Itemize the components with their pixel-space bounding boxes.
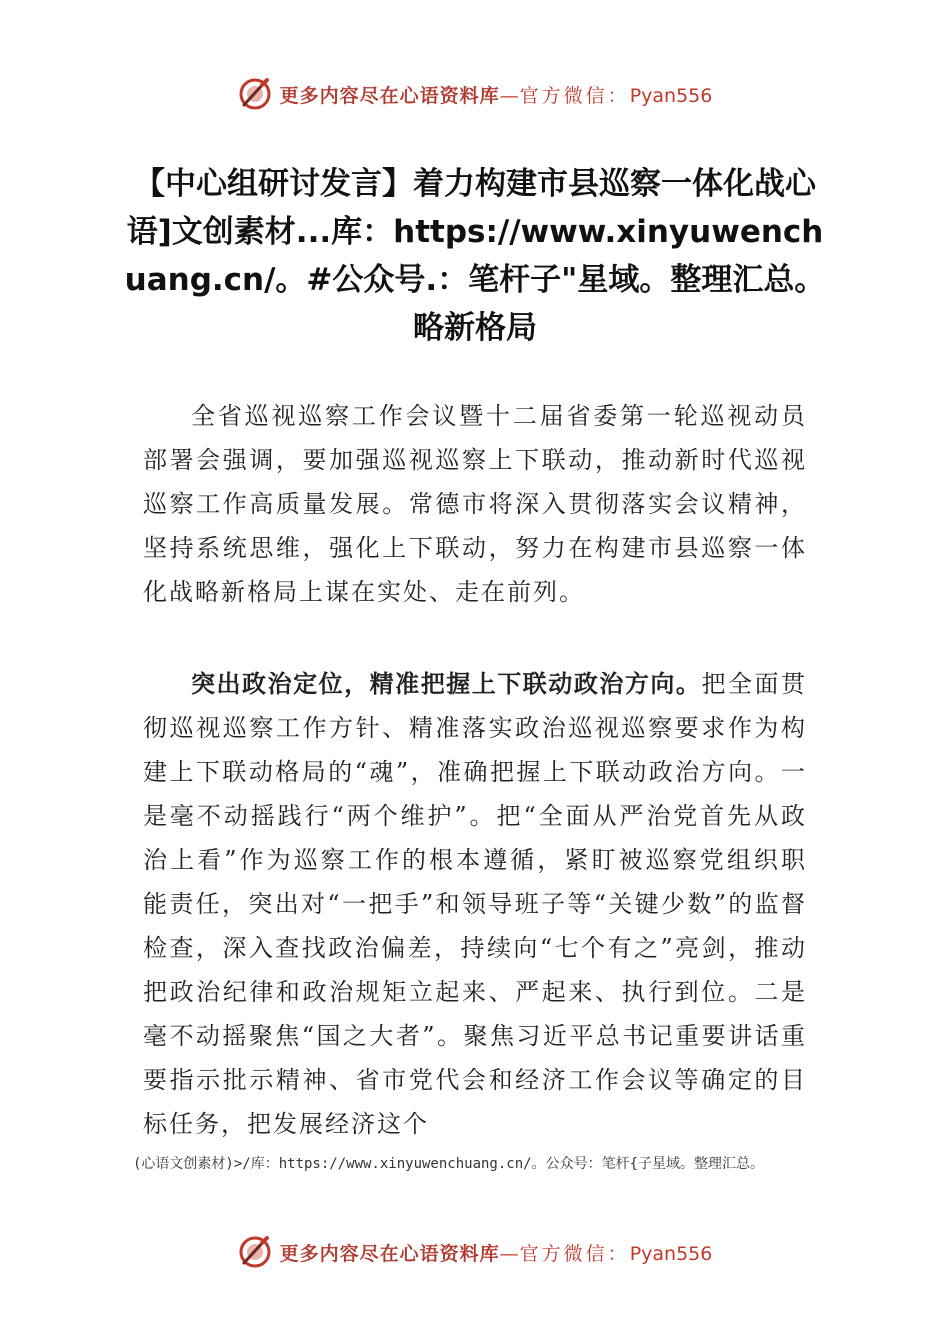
banner-label: 更多内容尽在心语资料库 <box>279 1242 500 1265</box>
banner-dash: — <box>499 84 520 107</box>
banner-dash: — <box>499 1242 520 1265</box>
banner-label: 更多内容尽在心语资料库 <box>279 84 500 107</box>
paragraph-body: 把全面贯彻巡视巡察工作方针、精准落实政治巡视巡察要求作为构建上下联动格局的“魂”，准确把握上下联动政治方向。一是毫不动摇践行“两个维护”。把“全面从严治党首先从政治上看”作为巡察工作的根本遵循，紧盯被巡察党组织职能责任，突出对“一把手”和领导班子等“关键少数”的监督检查，深入查找政治偏差，持续向“七个有之”亮剑，推动把政治纪律和政治规矩立起来、严起来、执行到位。二是毫不动摇聚焦“国之大者”。聚焦习近平总书记重要讲话重要指示批示精神、省市党代会和经济工作会议等确定的目标任务，把发展经济这个 <box>143 670 808 1138</box>
paragraph-lead: 突出政治定位，精准把握上下联动政治方向。 <box>191 670 702 698</box>
brush-seal-logo-icon <box>238 77 272 111</box>
document-title: 【中心组研讨发言】着力构建市县巡察一体化战心语]文创素材...库：https://www.xinyuwenchuang.cn/。#公众号.：笔杆子"星域。整理汇总。略新格局 <box>124 166 826 346</box>
paragraph-intro: 全省巡视巡察工作会议暨十二届省委第一轮巡视动员部署会强调，要加强巡视巡察上下联动，推动新时代巡视巡察工作高质量发展。常德市将深入贯彻落实会议精神，坚持系统思维，强化上下联动，努力在构建市县巡察一体化战略新格局上谋在实处、走在前列。 <box>143 402 807 606</box>
footer-banner <box>0 1230 950 1274</box>
banner-text <box>280 1239 713 1266</box>
banner-text <box>280 81 713 108</box>
banner-wechat-label: 官方微信： <box>519 1242 630 1265</box>
banner-wechat-id: Pyan556 <box>629 1242 713 1265</box>
paragraph-political-positioning <box>143 662 807 1146</box>
banner-wechat-id: Pyan556 <box>629 84 713 107</box>
banner-wechat-label: 官方微信： <box>519 84 630 107</box>
footnote: (心语文创素材)>/库：https://www.xinyuwenchuang.cn/。公众号：笔杆{子星域。整理汇总。 <box>133 1156 765 1172</box>
header-banner <box>0 72 950 116</box>
brush-seal-logo-icon <box>238 1235 272 1269</box>
